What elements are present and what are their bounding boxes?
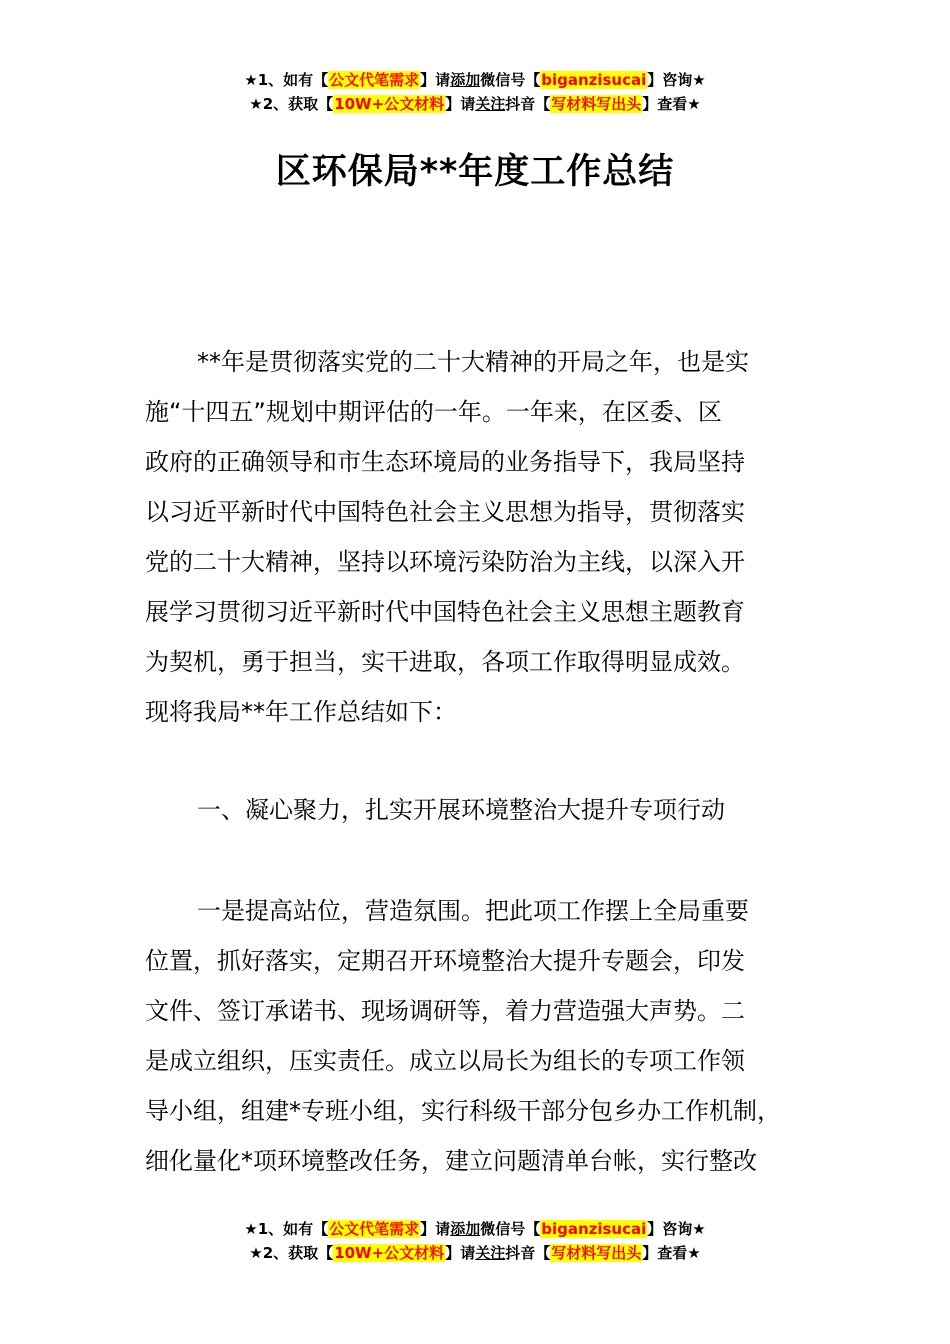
banner-text: ★2、获取【 bbox=[249, 1244, 334, 1262]
banner-text: ★2、获取【 bbox=[249, 95, 334, 113]
banner-underline: 添加 bbox=[450, 71, 481, 89]
text-line: 细化量化*项环境整改任务，建立问题清单台帐，实行整改 bbox=[145, 1147, 757, 1175]
banner-text: 微信号【 bbox=[480, 1220, 541, 1238]
banner-highlight: 10W+公文材料 bbox=[334, 1244, 445, 1262]
banner-underline: 关注 bbox=[475, 1244, 506, 1262]
text-line: 现将我局**年工作总结如下： bbox=[145, 698, 457, 726]
top-banner bbox=[0, 68, 950, 116]
banner-underline: 关注 bbox=[475, 95, 506, 113]
banner-highlight: 公文代笔需求 bbox=[329, 1220, 420, 1238]
banner-line-2 bbox=[0, 1241, 950, 1265]
paragraph-intro bbox=[145, 337, 835, 737]
section-heading bbox=[145, 785, 835, 835]
banner-highlight: 10W+公文材料 bbox=[334, 95, 445, 113]
banner-text: 】查看★ bbox=[642, 1244, 701, 1262]
text-line: **年是贯彻落实党的二十大精神的开局之年，也是实 bbox=[197, 348, 749, 376]
banner-text: ★1、如有【 bbox=[244, 71, 329, 89]
paragraph-section-1 bbox=[145, 886, 835, 1186]
text-line: 政府的正确领导和市生态环境局的业务指导下，我局坚持 bbox=[145, 448, 745, 476]
banner-text: 】请 bbox=[445, 95, 476, 113]
text-line: 位置，抓好落实，定期召开环境整治大提升专题会，印发 bbox=[145, 947, 745, 975]
banner-text: 抖音【 bbox=[505, 1244, 551, 1262]
banner-text: 】请 bbox=[420, 71, 451, 89]
text-line: 展学习贯彻习近平新时代中国特色社会主义思想主题教育 bbox=[145, 598, 745, 626]
text-line: 以习近平新时代中国特色社会主义思想为指导，贯彻落实 bbox=[145, 498, 745, 526]
banner-text: 】请 bbox=[445, 1244, 476, 1262]
banner-highlight: 写材料写出头 bbox=[551, 95, 642, 113]
banner-highlight: 公文代笔需求 bbox=[329, 71, 420, 89]
banner-line-1 bbox=[0, 68, 950, 92]
bottom-banner bbox=[0, 1217, 950, 1265]
text-line: 为契机，勇于担当，实干进取，各项工作取得明显成效。 bbox=[145, 648, 745, 676]
banner-highlight: 写材料写出头 bbox=[551, 1244, 642, 1262]
banner-text: 抖音【 bbox=[505, 95, 551, 113]
banner-highlight: biganzisucai bbox=[541, 1220, 647, 1238]
text-line: 一是提高站位，营造氛围。把此项工作摆上全局重要 bbox=[197, 897, 749, 925]
banner-text: 微信号【 bbox=[480, 71, 541, 89]
banner-text: 】查看★ bbox=[642, 95, 701, 113]
banner-highlight: biganzisucai bbox=[541, 71, 647, 89]
banner-line-2 bbox=[0, 92, 950, 116]
banner-line-1 bbox=[0, 1217, 950, 1241]
text-line: 施“十四五”规划中期评估的一年。一年来，在区委、区 bbox=[145, 398, 722, 426]
banner-text: ★1、如有【 bbox=[244, 1220, 329, 1238]
banner-text: 】咨询★ bbox=[647, 1220, 706, 1238]
text-line: 党的二十大精神，坚持以环境污染防治为主线，以深入开 bbox=[145, 548, 745, 576]
text-line: 是成立组织，压实责任。成立以局长为组长的专项工作领 bbox=[145, 1047, 745, 1075]
document-title: 区环保局**年度工作总结 bbox=[275, 152, 675, 192]
banner-text: 】咨询★ bbox=[647, 71, 706, 89]
text-line: 文件、签订承诺书、现场调研等，着力营造强大声势。二 bbox=[145, 997, 745, 1025]
banner-underline: 添加 bbox=[450, 1220, 481, 1238]
heading-text: 一、凝心聚力，扎实开展环境整治大提升专项行动 bbox=[197, 796, 725, 824]
text-line: 导小组，组建*专班小组，实行科级干部分包乡办工作机制， bbox=[145, 1097, 781, 1125]
banner-text: 】请 bbox=[420, 1220, 451, 1238]
